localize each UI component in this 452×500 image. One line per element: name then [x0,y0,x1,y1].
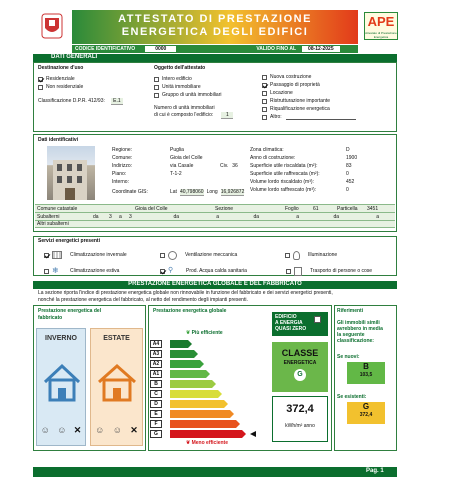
option-passaggio-proprieta[interactable]: Passaggio di proprietà [262,81,392,89]
energy-class-d [170,400,224,408]
energy-class-g [170,430,242,438]
destinazione-title: Destinazione d'uso [38,65,84,71]
indirizzo-row: Indirizzo: via Casale Civ. 36 [112,163,238,169]
riferimenti-title: Riferimenti [337,308,364,314]
civico-value: 36 [232,163,238,169]
checkbox-clima-invernale[interactable] [44,253,49,258]
option-ristrutturazione[interactable]: Ristrutturazione importante [262,97,392,105]
piano-row: Piano: T-1-2 [112,171,182,177]
servizi-row-1: Climatizzazione invernale Ventilazione meccanica Illuminazione [44,248,394,262]
destinazione-block [38,65,148,105]
classificazione-value: E.1 [111,98,123,105]
coords-row: Coordinate GIS: Lat 40,798060 Long 16,926872 [112,188,245,195]
fabbricato-title-1: Prestazione energetica del [38,308,102,314]
smiley-sad-icon: ✕ [130,425,138,435]
smiley-neutral-icon: ☺ [57,425,67,435]
checkbox-ventilazione[interactable] [160,253,165,258]
servizi-title: Servizi energetici presenti [38,238,100,244]
smiley-sad-icon: ✕ [73,425,82,435]
identificativi-title: Dati identificativi [38,137,79,143]
sup-riscaldata-row: Superficie utile riscaldata (m²): 83 [250,163,352,169]
fabbricato-title-2: fabbricato [38,315,63,321]
units-row: di cui è composto l'edificio: 1 [154,111,258,119]
ape-logo: APE Attestato di Prestazione Energetica [365,14,397,39]
bulb-icon [293,251,300,260]
checkbox-ristrutturazione[interactable] [262,99,267,104]
motivo-block [262,73,392,121]
nuovi-label: Se nuovi: [337,354,360,360]
leaf-icon: ❦ [186,330,191,336]
option-gruppo-unita[interactable]: Gruppo di unità immobiliari [154,91,258,99]
option-residenziale[interactable]: Residenziale [38,75,148,83]
checkbox-acqua-calda[interactable] [160,269,165,274]
estate-box [90,328,143,446]
oggetto-block [154,65,258,119]
checkbox-riqualificazione[interactable] [262,107,267,112]
class-tag-e: E [150,410,162,418]
prestazione-desc-1: La sezione riporta l'indice di prestazione energetica globale non rinnovabile in funzione del fabbricato e dei servizi energetici presenti, [38,290,333,296]
interno-row: Interno: [112,179,129,185]
house-winter-icon [37,356,87,406]
particella-value: 3451 [367,205,379,212]
class-tag-g: G [150,430,162,438]
class-tag-c: C [150,390,162,398]
piu-efficiente-label: ❦ Più efficiente [186,330,223,336]
comune-catastale-value: Gioia del Colle [135,205,168,212]
classe-box [272,342,328,392]
code-label: CODICE IDENTIFICATIVO [75,46,136,52]
oggetto-title: Oggetto dell'attestato [154,65,206,71]
energy-class-a3 [170,350,194,358]
checkbox-passaggio-proprieta[interactable] [262,83,267,88]
servizi-grid [44,248,394,278]
energy-value: 372,4 [286,403,314,415]
riferimenti-block: Riferimenti Gli immobili simili avrebbero in media la seguente classificazione: Se nuovi: B 103,5 Se esistenti: G 372,4 [337,308,395,424]
id-right-values [250,146,390,194]
energy-class-c [170,390,218,398]
prestazione-desc-2: nonché la prestazione energetica del fabbricato, al netto del rendimento degli impianti presenti. [38,297,248,303]
class-tag-a2: A2 [150,360,162,368]
checkbox-altro[interactable] [262,115,267,120]
indirizzo-value: via Casale [170,163,194,169]
checkbox-unita-immobiliare[interactable] [154,85,159,90]
checkbox-nzeb[interactable] [314,316,321,323]
class-tag-b: B [150,380,162,388]
region-logo [40,12,64,40]
checkbox-locazione[interactable] [262,91,267,96]
nuovi-value: 103,5 [359,372,373,378]
energy-class-a2 [170,360,200,368]
class-tag-a3: A3 [150,350,162,358]
section-prestazione: PRESTAZIONE ENERGETICA GLOBALE E DEL FABBRICATO [33,281,397,289]
energetica-label: ENERGETICA [283,360,317,366]
classificazione-row: Classificazione D.P.R. 412/93: E.1 [38,97,148,105]
energy-scale [150,340,270,450]
esistenti-label: Se esistenti: [337,394,367,400]
piano-value: T-1-2 [170,171,182,177]
header-title-line2: ENERGETICA DEGLI EDIFICI [121,26,309,38]
sup-raffrescata-row: Superficie utile raffrescata (m²): 0 [250,171,349,177]
option-non-residenziale[interactable]: Non residenziale [38,83,148,91]
energy-unit: kWh/m² anno [285,423,315,429]
vol-riscaldato-row: Volume lordo riscaldato (m³): 452 [250,179,355,185]
section-dati-generali: DATI GENERALI [33,54,397,62]
header-title-line1: ATTESTATO DI PRESTAZIONE [118,13,312,25]
checkbox-non-residenziale[interactable] [38,85,43,90]
catasto-row-2: Subalterni da 3 a 3 da a da a da a [35,212,395,220]
checkbox-residenziale[interactable] [38,77,43,82]
nuovi-card [347,362,385,384]
current-class-arrow [250,431,256,437]
checkbox-gruppo-unita[interactable] [154,93,159,98]
house-summer-icon [91,356,143,406]
header-banner [72,10,358,44]
checkbox-nuova-costruzione[interactable] [262,75,267,80]
page-number: Pag. 1 [366,468,384,474]
estate-label: ESTATE [103,335,130,342]
esistenti-value: 372,4 [359,412,373,418]
id-left-labels [112,146,252,196]
catasto-row-3: Altri subalterni [35,220,395,228]
anno-row: Anno di costruzione: 1900 [250,155,358,161]
class-tag-d: D [150,400,162,408]
smiley-neutral-icon: ☺ [112,425,122,435]
catasto-row-1: Comune catastale Gioia del Colle Sezione Foglio 61 Particella 3451 [35,204,395,212]
checkbox-clima-estiva[interactable] [44,269,49,274]
option-altro[interactable]: Altro: [262,113,392,121]
meno-efficiente-label: ❦ Meno efficiente [186,440,228,446]
esistenti-class: G [362,402,370,411]
footer-bar [33,467,397,477]
units-label-1: Numero di unità immobiliari [154,105,215,111]
servizi-row-2: ❄ Climatizzazione estiva ⚲ Prod. Acqua calda sanitaria Trasporto di persone o cose [44,264,394,278]
option-intero-edificio[interactable]: Intero edificio [154,75,258,83]
sub-to-value: 3 [129,213,132,220]
smiley-happy-icon: ☺ [95,425,105,435]
comune-row: Comune: Gioia del Colle [112,155,203,161]
zona-climatica-row: Zona climatica: D [250,147,350,153]
class-tag-f: F [150,420,162,428]
classe-label: CLASSE [281,348,319,358]
faucet-icon: ⚲ [168,267,174,274]
regione-row: Regione: Puglia [112,147,184,153]
lat-value: 40,798060 [179,188,204,195]
checkbox-illuminazione[interactable] [285,253,290,258]
regione-value: Puglia [170,147,184,153]
building-photo [47,146,95,200]
inverno-smileys [37,425,85,436]
long-value: 16,926872 [220,188,245,195]
foglio-value: 61 [313,205,319,212]
energy-class-b [170,380,212,388]
code-row [72,45,358,53]
checkbox-intero-edificio[interactable] [154,77,159,82]
class-tag-a1: A1 [150,370,162,378]
inverno-label: INVERNO [45,335,77,342]
catasto-table [35,204,395,228]
snowflake-icon: ❄ [52,266,59,275]
valid-value: 08-12-2025 [302,46,340,52]
option-riqualificazione[interactable]: Riqualificazione energetica [262,105,392,113]
radiator-icon [52,251,62,259]
esistenti-card [347,402,385,424]
comune-value: Gioia del Colle [170,155,203,161]
nzeb-box: EDIFICIO A ENERGIA QUASI ZERO [272,312,328,336]
option-locazione[interactable]: Locazione [262,89,392,97]
inverno-box [36,328,86,446]
fan-icon [168,251,177,260]
smiley-happy-icon: ☺ [40,425,50,435]
globale-title: Prestazione energetica globale [153,308,227,314]
valid-label: VALIDO FINO AL [256,46,297,52]
units-value: 1 [221,112,233,119]
energy-class-e [170,410,230,418]
nuovi-class: B [363,362,369,371]
energy-class-f [170,420,236,428]
class-tag-a4: A4 [150,340,162,348]
checkbox-trasporto[interactable] [286,269,291,274]
code-value: 0000 [145,46,176,52]
value-box [272,396,328,442]
energy-class-a1 [170,370,206,378]
leaf-icon: ❦ [186,440,191,446]
estate-smileys [91,425,142,436]
option-nuova-costruzione[interactable]: Nuova costruzione [262,73,392,81]
elevator-icon [294,267,302,276]
sub-from-value: 3 [109,213,112,220]
classe-badge: G [294,369,306,381]
vol-raffrescato-row: Volume lordo raffrescato (m³): 0 [250,187,349,193]
option-unita-immobiliare[interactable]: Unità immobiliare [154,83,258,91]
energy-class-a4 [170,340,188,348]
